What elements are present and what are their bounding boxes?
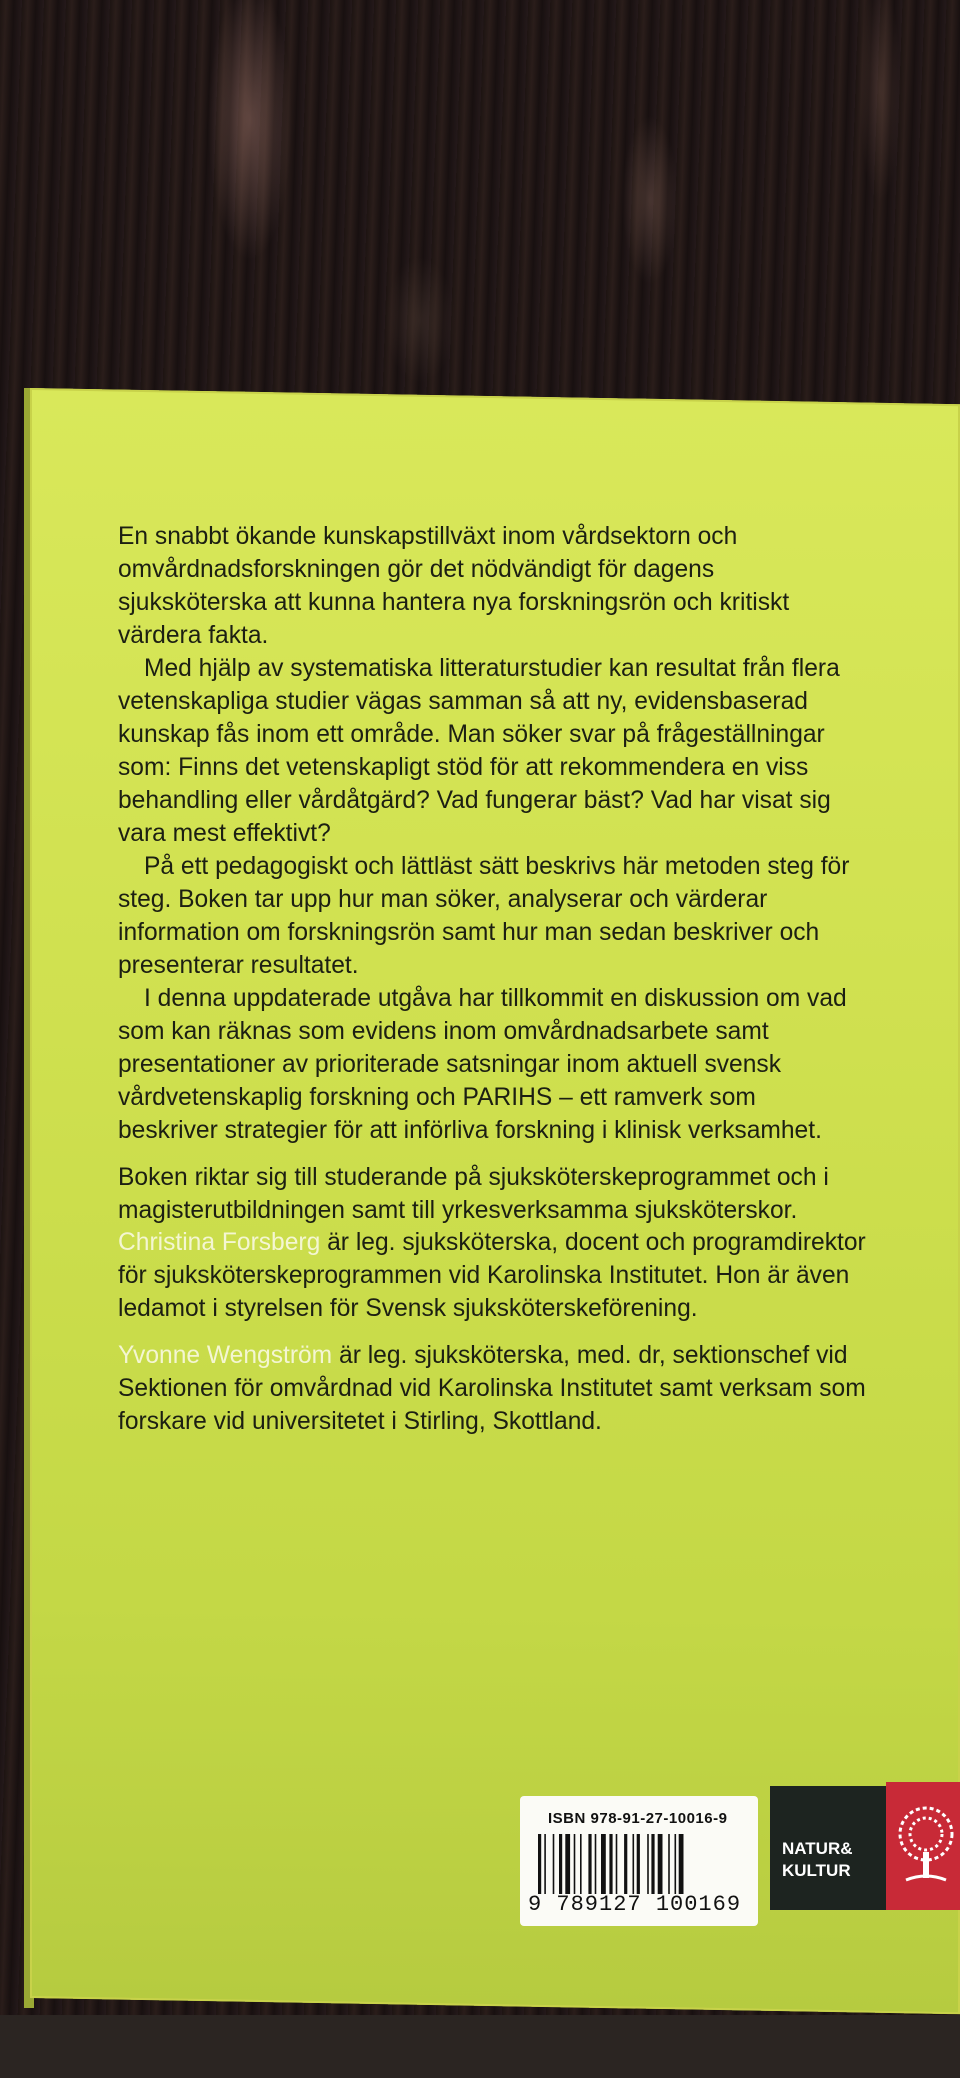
barcode-bar <box>679 1834 684 1894</box>
barcode-bar <box>633 1834 635 1894</box>
author-bio <box>118 1226 868 1325</box>
barcode-bar <box>675 1834 677 1894</box>
author-bio <box>118 1339 868 1438</box>
barcode-bar <box>637 1834 640 1894</box>
author-bios <box>118 1226 868 1452</box>
barcode-bar <box>616 1834 618 1894</box>
barcode-bar <box>601 1834 606 1894</box>
barcode-bars <box>538 1834 748 1894</box>
barcode-bar <box>559 1834 562 1894</box>
barcode-bar <box>609 1834 612 1894</box>
audience-paragraph: Boken riktar sig till studerande på sjuksköterskeprogrammet och i magisterutbildningen samt till yrkesverksamma sjuksköterskor. <box>118 1164 829 1224</box>
tree-icon <box>886 1782 960 1910</box>
author-name: Christina Forsberg <box>118 1229 321 1256</box>
isbn-barcode <box>520 1796 758 1926</box>
barcode-bar <box>595 1834 597 1894</box>
barcode-bar <box>651 1834 654 1894</box>
barcode-bar <box>647 1834 649 1894</box>
barcode-bar <box>565 1834 570 1894</box>
publisher-name-line: NATUR& <box>782 1839 853 1858</box>
description-paragraph: Med hjälp av systematiska litteraturstudier kan resultat från flera vetenskapliga studier vägas samman så att ny, evidensbaserad kunskap fås inom ett område. Man söker svar på frågeställningar som: Finns det vetenskapligt stöd för att rekommendera en viss behandling eller vårdåtgärd? Vad fungerar bäst? Vad har visat sig vara mest effektivt? <box>118 655 840 847</box>
barcode-bar <box>538 1834 541 1894</box>
barcode-bar <box>553 1834 555 1894</box>
barcode-bar <box>574 1834 576 1894</box>
publisher-name <box>782 1838 853 1882</box>
description-paragraph: I denna uppdaterade utgåva har tillkommit en diskussion om vad som kan räknas som evidens inom omvårdnadsarbete samt presentationer av prioriterade satsningar inom aktuell svensk vårdvetenskaplig forskning och PARIHS – ett ramverk som beskriver strategier för att införliva forskning i klinisk verksamhet. <box>118 985 847 1144</box>
isbn-label: ISBN 978-91-27-10016-9 <box>548 1810 728 1827</box>
barcode-bar <box>668 1834 670 1894</box>
author-bio-text: är leg. sjuksköterska, docent och programdirektor för sjuksköterskeprogrammen vid Karolinska Institutet. Hon är även ledamot i styrelsen för Svensk sjuksköterskeförening. <box>118 1229 866 1322</box>
description-paragraph: En snabbt ökande kunskapstillväxt inom vårdsektorn och omvårdnadsforskningen gör det nödvändigt för dagens sjuksköterska att kunna hantera nya forskningsrön och kritiskt värdera fakta. <box>118 523 790 649</box>
description-paragraph: På ett pedagogiskt och lättläst sätt beskrivs här metoden steg för steg. Boken tar upp hur man söker, analyserar och värderar information om forskningsrön samt hur man sedan beskriver och presenterar resultatet. <box>118 853 850 979</box>
barcode-bar <box>624 1834 627 1894</box>
publisher-name-line: KULTUR <box>782 1861 851 1880</box>
book-description <box>118 520 858 1227</box>
barcode-digits: 9 789127 100169 <box>528 1892 742 1917</box>
floor-strip <box>0 2015 960 2078</box>
author-bio-text: är leg. sjuksköterska, med. dr, sektionschef vid Sektionen för omvårdnad vid Karolinska Institutet samt verksam som forskare vid universitetet i Stirling, Skottland. <box>118 1342 866 1435</box>
tree-icon-graphic <box>886 1782 960 1910</box>
barcode-bar <box>588 1834 591 1894</box>
publisher-logo <box>770 1786 886 1910</box>
barcode-bar <box>658 1834 663 1894</box>
barcode-bar <box>580 1834 582 1894</box>
author-name: Yvonne Wengström <box>118 1342 333 1369</box>
barcode-bar <box>544 1834 546 1894</box>
